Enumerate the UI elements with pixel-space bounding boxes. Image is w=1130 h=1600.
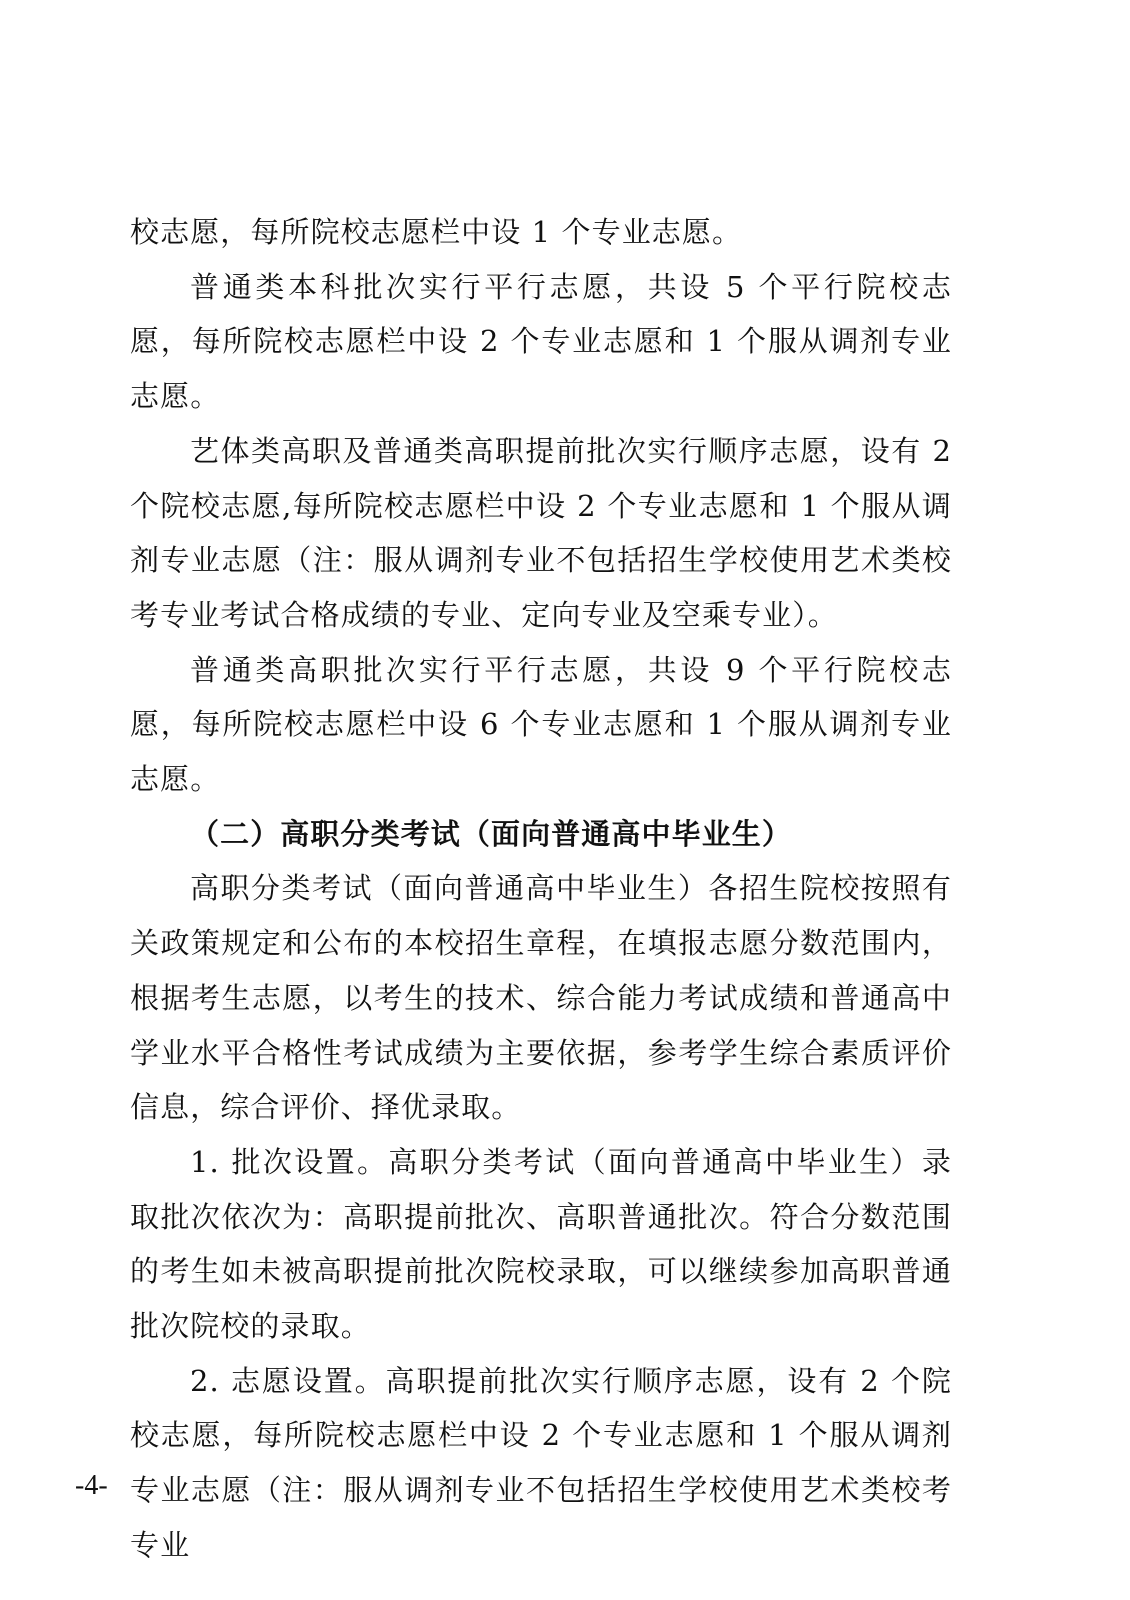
paragraph-art-sports-early-batch: 艺体类高职及普通类高职提前批次实行顺序志愿，设有 2 个院校志愿,每所院校志愿栏中设 2 个专业志愿和 1 个服从调剂专业志愿（注：服从调剂专业不包括招生学校使用艺术类校考专业考试合格成绩的专业、定向专业及空乘专业）。 xyxy=(130,433,952,632)
paragraph-undergraduate-batch: 普通类本科批次实行平行志愿，共设 5 个平行院校志愿，每所院校志愿栏中设 2 个专业志愿和 1 个服从调剂专业志愿。 xyxy=(130,269,952,414)
section-heading: （二）高职分类考试（面向普通高中毕业生） xyxy=(190,816,793,851)
document-body xyxy=(130,205,952,1573)
paragraph-batch-setting: 1. 批次设置。高职分类考试（面向普通高中毕业生）录取批次依次为：高职提前批次、高职普通批次。符合分数范围的考生如未被高职提前批次院校录取，可以继续参加高职普通批次院校的录取。 xyxy=(130,1144,952,1344)
paragraph-volunteer-setting: 2. 志愿设置。高职提前批次实行顺序志愿，设有 2 个院校志愿，每所院校志愿栏中设 2 个专业志愿和 1 个服从调剂专业志愿（注：服从调剂专业不包括招生学校使用艺术类校考专业 xyxy=(130,1363,952,1562)
page-number: -4- xyxy=(75,1470,108,1501)
paragraph-vocational-batch: 普通类高职批次实行平行志愿，共设 9 个平行院校志愿，每所院校志愿栏中设 6 个专业志愿和 1 个服从调剂专业志愿。 xyxy=(130,652,952,797)
paragraph-classification-exam: 高职分类考试（面向普通高中毕业生）各招生院校按照有关政策规定和公布的本校招生章程，在填报志愿分数范围内，根据考生志愿，以考生的技术、综合能力考试成绩和普通高中学业水平合格性考试成绩为主要依据，参考学生综合素质评价信息，综合评价、择优录取。 xyxy=(130,871,952,1125)
paragraph-continued: 校志愿，每所院校志愿栏中设 1 个专业志愿。 xyxy=(130,215,743,249)
